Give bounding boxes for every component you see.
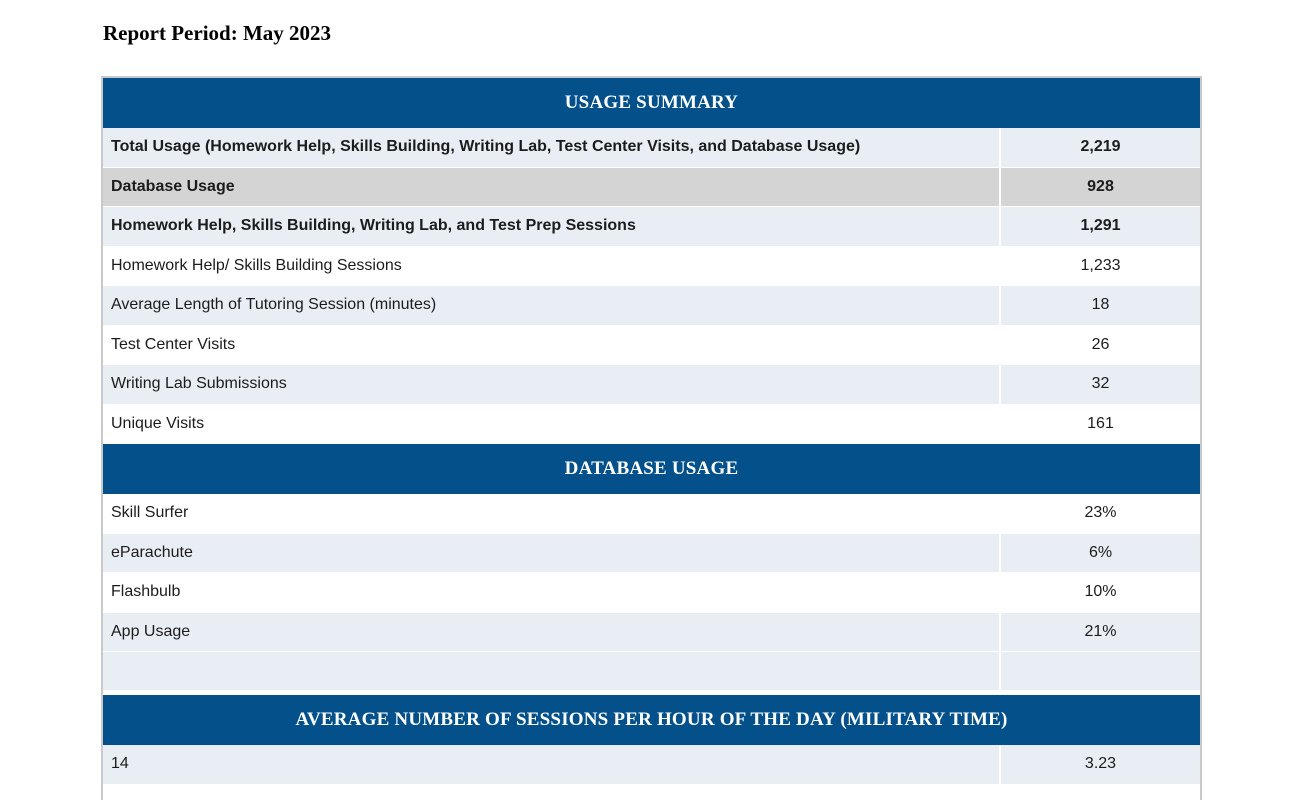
row-label: Unique Visits	[103, 404, 1000, 444]
sessions-per-hour-header: AVERAGE NUMBER OF SESSIONS PER HOUR OF THE DAY (MILITARY TIME)	[103, 695, 1200, 745]
empty-cell	[1000, 652, 1200, 691]
usage-summary-header: USAGE SUMMARY	[103, 78, 1200, 128]
database-usage-header: DATABASE USAGE	[103, 444, 1200, 495]
row-label: Test Center Visits	[103, 325, 1000, 365]
row-label: Homework Help, Skills Building, Writing Lab, and Test Prep Sessions	[103, 207, 1000, 247]
row-value: 32	[1000, 365, 1200, 405]
table-row	[103, 612, 1200, 652]
row-value: 1,291	[1000, 207, 1200, 247]
table-row	[103, 207, 1200, 247]
row-value: 23%	[1000, 494, 1200, 533]
table-row	[103, 167, 1200, 207]
row-label: Average Length of Tutoring Session (minutes)	[103, 286, 1000, 326]
row-value: 3.23	[1000, 745, 1200, 784]
row-value: 26	[1000, 325, 1200, 365]
row-label: 14	[103, 745, 1000, 784]
row-label: App Usage	[103, 612, 1000, 652]
row-label: Total Usage (Homework Help, Skills Building, Writing Lab, Test Center Visits, and Database Usage)	[103, 128, 1000, 167]
row-value: 928	[1000, 167, 1200, 207]
report-period-title: Report Period: May 2023	[103, 21, 332, 45]
row-label: Database Usage	[103, 167, 1000, 207]
table-row	[103, 494, 1200, 533]
table-row	[103, 325, 1200, 365]
row-value: 18	[1000, 286, 1200, 326]
row-value: 21%	[1000, 612, 1200, 652]
row-value: 161	[1000, 404, 1200, 444]
row-value: 1,233	[1000, 246, 1200, 286]
row-label: Writing Lab Submissions	[103, 365, 1000, 405]
row-value: 2,219	[1000, 128, 1200, 167]
row-label: eParachute	[103, 533, 1000, 573]
row-value: 6%	[1000, 533, 1200, 573]
row-label: Skill Surfer	[103, 494, 1000, 533]
table-row	[103, 745, 1200, 784]
table-row	[103, 128, 1200, 167]
table-row	[103, 533, 1200, 573]
usage-report-table	[101, 76, 1202, 800]
table-row	[103, 365, 1200, 405]
table-row	[103, 404, 1200, 444]
sessions-per-hour-header-row	[103, 695, 1200, 745]
row-value: 10%	[1000, 573, 1200, 613]
empty-row	[103, 652, 1200, 691]
table-row	[103, 246, 1200, 286]
database-usage-header-row	[103, 444, 1200, 495]
table-row	[103, 286, 1200, 326]
row-label: Flashbulb	[103, 573, 1000, 613]
empty-cell	[103, 652, 1000, 691]
usage-summary-header-row	[103, 78, 1200, 128]
table-row	[103, 573, 1200, 613]
row-label: Homework Help/ Skills Building Sessions	[103, 246, 1000, 286]
